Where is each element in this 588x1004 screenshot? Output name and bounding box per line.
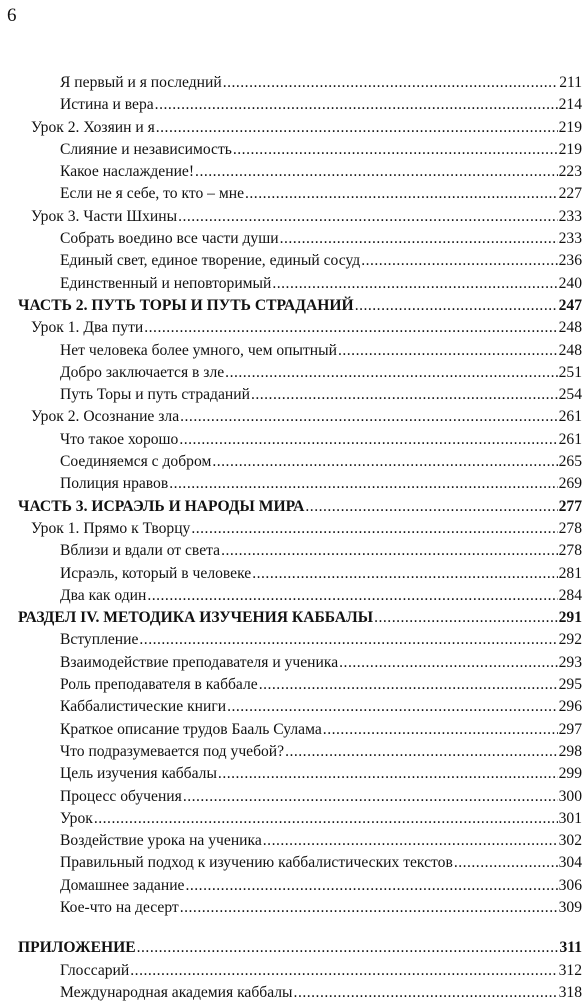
toc-dot-leader	[305, 496, 557, 518]
toc-entry-page-number: 278	[558, 542, 582, 560]
toc-entry-page-number: 309	[558, 898, 582, 916]
toc-entry-title: Что подразумевается под учебой?	[60, 742, 285, 760]
toc-entry	[0, 652, 588, 674]
toc-entry	[0, 585, 588, 607]
toc-dot-leader	[285, 741, 558, 763]
toc-entry-title: ЧАСТЬ 2. ПУТЬ ТОРЫ И ПУТЬ СТРАДАНИЙ	[18, 296, 354, 314]
toc-entry-page-number: 248	[558, 341, 582, 359]
toc-entry-title: Вступление	[60, 631, 139, 649]
toc-entry-title: Какое наслаждение!	[60, 163, 195, 181]
toc-entry	[0, 139, 588, 161]
toc-entry-title: Глоссарий	[60, 961, 130, 979]
toc-entry-page-number: 297	[558, 720, 582, 738]
toc-entry-page-number: 311	[559, 939, 582, 957]
toc-dot-leader	[144, 317, 557, 339]
toc-entry	[0, 563, 588, 585]
toc-dot-leader	[191, 518, 557, 540]
toc-dot-leader	[263, 830, 558, 852]
toc-entry	[0, 473, 588, 495]
toc-dot-leader	[223, 72, 559, 94]
table-of-contents	[0, 72, 588, 1004]
toc-entry-page-number: 219	[558, 118, 582, 136]
toc-entry	[0, 518, 588, 540]
toc-entry-page-number: 248	[558, 319, 582, 337]
toc-entry	[0, 161, 588, 183]
toc-section-heading	[0, 295, 588, 317]
toc-entry-page-number: 295	[558, 676, 582, 694]
toc-entry-title: Я первый и я последний	[60, 74, 222, 91]
toc-entry	[0, 763, 588, 785]
toc-dot-leader	[195, 161, 558, 183]
toc-entry	[0, 629, 588, 651]
toc-entry-title: Урок	[60, 809, 93, 827]
toc-entry	[0, 696, 588, 718]
toc-entry	[0, 982, 588, 1004]
toc-entry-title: Если не я себе, то кто – мне	[60, 185, 244, 203]
toc-section-heading	[0, 937, 588, 959]
toc-entry	[0, 228, 588, 250]
toc-entry-page-number: 233	[558, 207, 582, 225]
toc-entry-title: Цель изучения каббалы	[60, 765, 217, 783]
toc-dot-leader	[361, 250, 557, 272]
toc-dot-leader	[178, 206, 558, 228]
toc-entry-title: Добро заключается в зле	[60, 363, 225, 381]
toc-entry	[0, 340, 588, 362]
toc-entry	[0, 897, 588, 919]
toc-dot-leader	[180, 897, 558, 919]
toc-entry-page-number: 291	[558, 609, 582, 627]
toc-entry	[0, 741, 588, 763]
toc-entry-page-number: 281	[558, 564, 582, 582]
toc-entry-page-number: 214	[558, 96, 582, 114]
toc-entry-title: Что такое хорошо	[60, 430, 179, 448]
toc-entry	[0, 206, 588, 228]
toc-dot-leader	[180, 406, 557, 428]
toc-dot-leader	[227, 696, 558, 718]
toc-dot-leader	[130, 960, 557, 982]
toc-entry-page-number: 265	[558, 453, 582, 471]
toc-dot-leader	[280, 228, 558, 250]
toc-entry	[0, 852, 588, 874]
toc-entry-title: Вблизи и вдали от света	[60, 542, 221, 560]
toc-entry-page-number: 236	[558, 252, 582, 270]
toc-entry-page-number: 219	[558, 140, 582, 158]
toc-entry-page-number: 227	[558, 185, 582, 203]
toc-entry-title: ПРИЛОЖЕНИЕ	[18, 939, 136, 957]
toc-section-heading	[0, 607, 588, 629]
toc-entry-title: Полиция нравов	[60, 475, 169, 493]
toc-entry-page-number: 277	[558, 497, 582, 515]
toc-entry	[0, 960, 588, 982]
toc-entry	[0, 875, 588, 897]
toc-entry-title: РАЗДЕЛ IV. МЕТОДИКА ИЗУЧЕНИЯ КАББАЛЫ	[18, 609, 374, 627]
toc-entry-page-number: 247	[558, 296, 582, 314]
toc-entry-title: Каббалистические книги	[60, 698, 227, 716]
toc-entry	[0, 830, 588, 852]
toc-entry-page-number: 299	[558, 765, 582, 783]
toc-dot-leader	[294, 982, 558, 1004]
toc-entry-title: Урок 2. Хозяин и я	[31, 118, 155, 136]
toc-dot-leader	[374, 607, 558, 629]
toc-entry-title: Международная академия каббалы	[60, 983, 293, 1001]
toc-dot-leader	[454, 852, 558, 874]
toc-entry-page-number: 211	[559, 74, 582, 91]
toc-entry-title: Взаимодействие преподавателя и ученика	[60, 653, 339, 671]
toc-entry	[0, 183, 588, 205]
toc-dot-leader	[183, 786, 558, 808]
toc-dot-leader	[179, 429, 557, 451]
toc-entry-page-number: 304	[558, 854, 582, 872]
toc-entry-page-number: 284	[558, 586, 582, 604]
toc-entry-title: Урок 1. Два пути	[31, 319, 144, 337]
toc-entry	[0, 250, 588, 272]
toc-entry	[0, 72, 588, 94]
toc-dot-leader	[185, 875, 557, 897]
toc-entry-page-number: 261	[558, 430, 582, 448]
toc-entry-title: Два как один	[60, 586, 147, 604]
toc-dot-leader	[218, 763, 558, 785]
toc-dot-leader	[338, 340, 558, 362]
toc-entry-title: Единственный и неповторимый	[60, 274, 272, 292]
toc-dot-leader	[233, 139, 558, 161]
toc-entry-page-number: 293	[558, 653, 582, 671]
toc-entry-title: Нет человека более умного, чем опытный	[60, 341, 337, 359]
toc-dot-leader	[94, 808, 558, 830]
toc-entry-page-number: 302	[558, 832, 582, 850]
toc-dot-leader	[355, 295, 558, 317]
toc-dot-leader	[139, 629, 557, 651]
toc-entry-page-number: 301	[558, 809, 582, 827]
toc-dot-leader	[225, 362, 557, 384]
toc-dot-leader	[221, 540, 558, 562]
toc-entry-title: Слияние и независимость	[60, 140, 232, 158]
toc-entry	[0, 362, 588, 384]
toc-entry-page-number: 233	[558, 230, 582, 248]
toc-entry	[0, 317, 588, 339]
toc-dot-leader	[323, 719, 558, 741]
toc-entry	[0, 540, 588, 562]
toc-entry-page-number: 306	[558, 876, 582, 894]
toc-entry-title: Урок 3. Части Шхины	[31, 207, 178, 225]
toc-entry-title: Истина и вера	[60, 96, 154, 114]
toc-dot-leader	[156, 117, 558, 139]
page-number: 6	[7, 5, 17, 26]
toc-entry-title: Роль преподавателя в каббале	[60, 676, 258, 694]
toc-dot-leader	[259, 674, 558, 696]
toc-entry	[0, 674, 588, 696]
toc-entry	[0, 808, 588, 830]
toc-entry-title: Урок 1. Прямо к Творцу	[31, 519, 191, 537]
toc-entry-page-number: 223	[558, 163, 582, 181]
toc-dot-leader	[252, 563, 557, 585]
toc-entry	[0, 429, 588, 451]
toc-entry-page-number: 292	[558, 631, 582, 649]
toc-entry-page-number: 298	[558, 742, 582, 760]
toc-entry-page-number: 251	[558, 363, 582, 381]
toc-entry-title: ЧАСТЬ 3. ИСРАЭЛЬ И НАРОДЫ МИРА	[18, 497, 305, 515]
toc-entry-title: Соединяемся с добром	[60, 453, 212, 471]
toc-entry-page-number: 278	[558, 519, 582, 537]
toc-entry-page-number: 254	[558, 386, 582, 404]
toc-dot-leader	[339, 652, 557, 674]
toc-entry-title: Исраэль, который в человеке	[60, 564, 252, 582]
toc-entry-title: Собрать воедино все части души	[60, 230, 279, 248]
toc-section-heading	[0, 496, 588, 518]
toc-entry-page-number: 240	[558, 274, 582, 292]
toc-entry-title: Урок 2. Осознание зла	[31, 408, 180, 426]
toc-dot-leader	[272, 273, 557, 295]
toc-entry	[0, 406, 588, 428]
toc-entry-title: Путь Торы и путь страданий	[60, 386, 250, 404]
toc-entry-title: Краткое описание трудов Бааль Сулама	[60, 720, 322, 738]
toc-entry-page-number: 312	[558, 961, 582, 979]
toc-entry-page-number: 261	[558, 408, 582, 426]
toc-entry-page-number: 318	[558, 983, 582, 1001]
toc-entry-title: Кое-что на десерт	[60, 898, 179, 916]
toc-entry	[0, 719, 588, 741]
toc-entry	[0, 94, 588, 116]
toc-entry-page-number: 300	[558, 787, 582, 805]
toc-entry	[0, 384, 588, 406]
toc-entry	[0, 273, 588, 295]
toc-entry	[0, 786, 588, 808]
toc-entry-title: Правильный подход к изучению каббалистических текстов	[60, 854, 453, 872]
toc-dot-leader	[251, 384, 558, 406]
toc-entry-title: Воздействие урока на ученика	[60, 832, 262, 850]
toc-entry-title: Домашнее задание	[60, 876, 185, 894]
toc-dot-leader	[245, 183, 558, 205]
toc-dot-leader	[169, 473, 557, 495]
toc-entry	[0, 117, 588, 139]
toc-dot-leader	[147, 585, 557, 607]
toc-entry-title: Процесс обучения	[60, 787, 182, 805]
toc-entry-page-number: 269	[558, 475, 582, 493]
toc-entry-title: Единый свет, единое творение, единый сосуд	[60, 252, 361, 270]
toc-dot-leader	[137, 937, 559, 959]
toc-dot-leader	[155, 94, 558, 116]
toc-dot-leader	[212, 451, 557, 473]
toc-entry-page-number: 296	[558, 698, 582, 716]
toc-entry	[0, 451, 588, 473]
